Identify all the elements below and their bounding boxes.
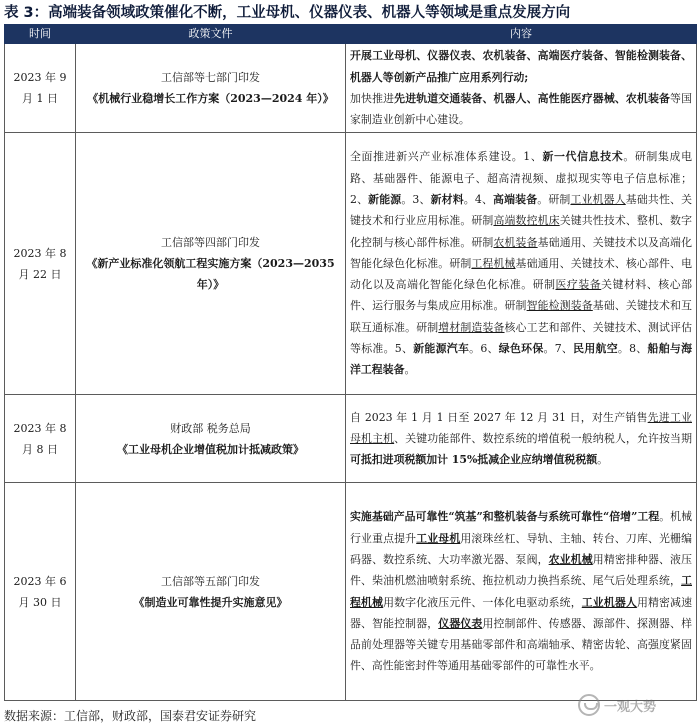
content-segment: 智能检测装备 bbox=[526, 299, 593, 313]
content-segment: 关键共性技术、整机、数字化控制与核心部件标准。研制 bbox=[350, 214, 692, 249]
policy-document-title: 《新产业标准化领航工程实施方案（2023—2035 年）》 bbox=[86, 257, 335, 291]
row-date: 2023 年 9 月 1 日 bbox=[5, 44, 76, 133]
content-segment: 先进工业母机主机 bbox=[350, 410, 692, 445]
content-segment: 基础共性、关键技术和行业应用标准。研制 bbox=[350, 192, 692, 228]
content-segment: 民用航空 bbox=[573, 342, 618, 356]
content-segment: 用精密排种器、液压件、柴油机燃油喷射系统、拖拉机动力换挡系统、尾气后处理系统， bbox=[350, 552, 692, 588]
content-segment: 医疗装备 bbox=[555, 278, 602, 292]
content-segment: 基础通用、关键技术以及高端化智能化绿色化标准。研制 bbox=[350, 235, 692, 270]
table-row bbox=[5, 44, 697, 133]
row-content bbox=[346, 395, 697, 483]
row-policy bbox=[76, 133, 346, 395]
content-segment: 用精密减速器、智能控制器， bbox=[350, 595, 692, 630]
content-segment: 基础通用、关键技术、核心部件、电动化以及高端化智能化绿色化标准。研制 bbox=[350, 256, 692, 292]
header-time: 时间 bbox=[5, 25, 76, 44]
content-segment: 。8、 bbox=[617, 342, 648, 356]
content-segment: 自 2023 年 1 月 1 日至 2027 年 12 月 31 日，对生产销售 bbox=[350, 410, 648, 424]
content-segment: 。6、 bbox=[469, 342, 499, 356]
policy-document-title: 《制造业可靠性提升实施意见》 bbox=[133, 595, 288, 609]
content-segment: 农机装备 bbox=[493, 235, 538, 249]
content-segment: 等国家制造业创新中心建设。 bbox=[350, 92, 692, 127]
policy-document-title: 《机械行业稳增长工作方案（2023—2024 年）》 bbox=[87, 92, 334, 105]
content-segment: 新一代信息技术 bbox=[542, 150, 624, 164]
content-segment: 用滚珠丝杠、导轨、主轴、转台、刀库、光栅编码器、数控系统、大功率激光器、泵阀， bbox=[350, 531, 692, 566]
content-segment: 工程机械 bbox=[350, 574, 692, 609]
content-segment: 工程机械 bbox=[471, 256, 516, 270]
row-content bbox=[346, 133, 697, 395]
content-segment: 先进轨道交通装备、机器人、高性能医疗器械、农机装备 bbox=[394, 92, 671, 105]
row-content bbox=[346, 44, 697, 133]
content-segment: 关键材料、核心部件、运行服务与集成应用标准。研制 bbox=[350, 278, 692, 313]
content-segment: 开展工业母机、仪器仪表、农机装备、高端医疗装备、智能检测装备、机器人等创新产品推广应用系列行动; bbox=[350, 49, 692, 84]
issuing-department: 工信部等七部门印发 bbox=[161, 71, 260, 84]
content-segment: 新能源汽车 bbox=[413, 342, 470, 356]
content-segment: 可抵扣进项税额加计 15%抵减企业应纳增值税税额 bbox=[350, 453, 598, 467]
content-segment: 。4、 bbox=[463, 192, 494, 206]
issuing-department: 工信部等五部门印发 bbox=[161, 574, 260, 588]
content-segment: 工业机器人 bbox=[570, 192, 626, 206]
content-segment: 仪器仪表 bbox=[438, 616, 483, 630]
table-row bbox=[5, 395, 697, 483]
content-segment: 实施基础产品可靠性“筑基”和整机装备与系统可靠性“倍增”工程 bbox=[350, 510, 660, 524]
row-date: 2023 年 8 月 8 日 bbox=[5, 395, 76, 483]
content-segment: 增材制造装备 bbox=[438, 320, 505, 334]
table-row bbox=[5, 483, 697, 701]
content-segment: 船舶与海洋工程装备 bbox=[350, 342, 692, 377]
content-segment: 基础、关键技术和互联互通标准。研制 bbox=[350, 299, 692, 334]
header-policy: 政策文件 bbox=[76, 25, 346, 44]
content-segment: 。 bbox=[597, 453, 609, 467]
watermark bbox=[578, 690, 696, 720]
content-segment: 加快推进 bbox=[350, 92, 395, 105]
header-content: 内容 bbox=[346, 25, 697, 44]
content-segment: 全面推进新兴产业标准体系建设。1、 bbox=[350, 150, 543, 164]
data-source-note: 数据来源：工信部，财政部，国泰君安证券研究 bbox=[4, 709, 257, 723]
content-segment: 绿色环保 bbox=[498, 342, 544, 356]
content-segment: 核心工艺和部件、关键技术、测试评估等标准。5、 bbox=[350, 320, 692, 356]
row-date: 2023 年 6 月 30 日 bbox=[5, 483, 76, 701]
content-segment: 用控制部件、传感器、源部件、探测器、样品前处理器等关键专用基础零部件和高端轴承、精密齿轮、高强度紧固件、高性能密封件等通用基础零部件的可靠性水平。 bbox=[350, 616, 692, 673]
wechat-icon bbox=[578, 694, 600, 716]
row-policy bbox=[76, 395, 346, 483]
content-segment: 新材料 bbox=[430, 192, 464, 206]
content-segment: 。3、 bbox=[401, 192, 431, 206]
content-segment: 。 bbox=[404, 363, 416, 377]
table-row bbox=[5, 133, 697, 395]
content-segment: 。研制集成电路、基础器件、能源电子、超高清视频、虚拟现实等电子信息标准；2、 bbox=[350, 150, 692, 206]
row-policy bbox=[76, 483, 346, 701]
content-segment: 新能源 bbox=[368, 192, 402, 206]
content-segment: 工业母机 bbox=[416, 531, 461, 545]
content-segment: 高端装备 bbox=[493, 192, 538, 206]
content-segment: 高端数控机床 bbox=[493, 214, 560, 228]
content-segment: 、关键功能部件、数控系统的增值税一般纳税人，允许按当期 bbox=[394, 431, 692, 445]
content-segment: 。7、 bbox=[543, 342, 574, 356]
row-content bbox=[346, 483, 697, 701]
issuing-department: 财政部 税务总局 bbox=[170, 421, 251, 435]
row-policy bbox=[76, 44, 346, 133]
content-segment: 农业机械 bbox=[548, 552, 593, 566]
table-header-row bbox=[5, 25, 697, 44]
content-segment: 用数字化液压元件、一体化电驱动系统， bbox=[383, 595, 582, 609]
row-date: 2023 年 8 月 22 日 bbox=[5, 133, 76, 395]
policy-document-title: 《工业母机企业增值税加计抵减政策》 bbox=[117, 442, 304, 456]
issuing-department: 工信部等四部门印发 bbox=[161, 236, 260, 249]
content-segment: 。研制 bbox=[537, 192, 571, 206]
content-segment: 。机械行业重点提升 bbox=[350, 510, 692, 545]
content-segment: 工业机器人 bbox=[581, 595, 637, 609]
table-caption: 表 3：高端装备领域政策催化不断，工业母机、仪器仪表、机器人等领域是重点发展方向 bbox=[4, 5, 571, 21]
watermark-text: 一观大势 bbox=[604, 699, 657, 715]
policy-table bbox=[4, 24, 697, 701]
